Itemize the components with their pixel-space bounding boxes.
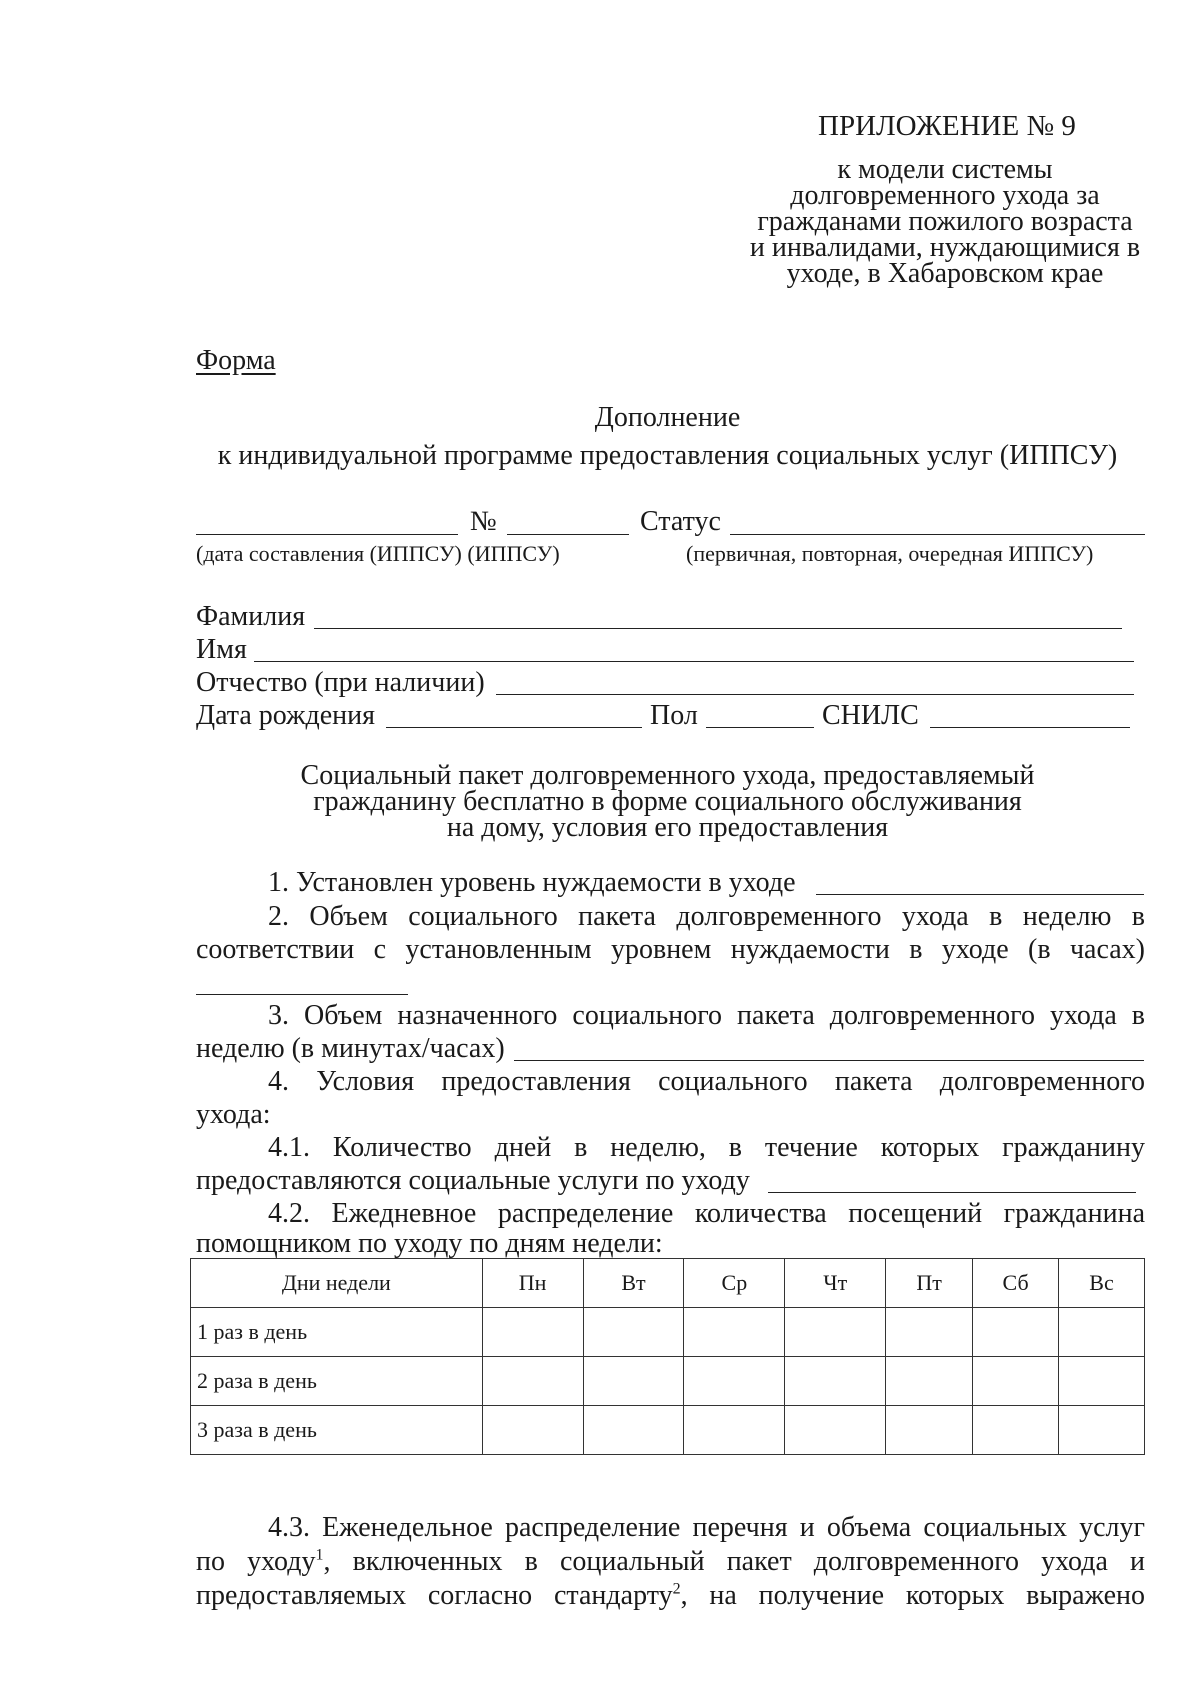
birth-date-label: Дата рождения [196, 700, 375, 731]
number-field[interactable] [507, 510, 629, 535]
item-4-2-line-1: 4.2. Ежедневное распределение количества посещений гражданина [268, 1198, 1145, 1229]
table-header-cell: Вс [1059, 1259, 1145, 1308]
appendix-line-5: уходе, в Хабаровском крае [786, 258, 1104, 289]
item-4-3-text: предоставляемых согласно стандарту [196, 1580, 673, 1611]
table-header-cell: Пн [482, 1259, 583, 1308]
surname-field[interactable] [314, 604, 1122, 629]
doc-title-line-1: Дополнение [594, 402, 741, 433]
appendix-line-4: и инвалидами, нуждающимися в [749, 232, 1141, 263]
sex-field[interactable] [706, 703, 814, 728]
table-cell[interactable] [482, 1406, 583, 1455]
appendix-line-1: к модели системы [837, 154, 1053, 185]
doc-title-line-2: к индивидуальной программе предоставления социальных услуг (ИППСУ) [217, 440, 1118, 471]
birth-date-field[interactable] [386, 703, 642, 728]
number-label: № [470, 506, 497, 537]
table-cell[interactable] [886, 1308, 973, 1357]
appendix-title: ПРИЛОЖЕНИЕ № 9 [818, 110, 1076, 142]
table-cell[interactable] [684, 1308, 785, 1357]
table-cell[interactable] [482, 1357, 583, 1406]
item-4-3-line-3 [196, 1580, 1145, 1612]
table-cell[interactable] [785, 1406, 886, 1455]
item-2-line-1: 2. Объем социального пакета долговременного ухода в неделю в [268, 901, 1145, 932]
item-3-line-2: неделю (в минутах/часах) [196, 1033, 505, 1064]
table-row-label: 1 раз в день [191, 1308, 483, 1357]
name-field[interactable] [254, 637, 1134, 662]
table-header-cell: Сб [973, 1259, 1059, 1308]
table-cell[interactable] [886, 1406, 973, 1455]
table-cell[interactable] [973, 1406, 1059, 1455]
item-3-line-1: 3. Объем назначенного социального пакета долговременного ухода в [268, 1000, 1145, 1031]
footnote-ref-2[interactable]: 2 [672, 1580, 681, 1598]
table-cell[interactable] [684, 1357, 785, 1406]
status-label: Статус [640, 506, 721, 537]
weekly-package-hours-field[interactable] [196, 970, 408, 995]
table-header-cell: Пт [886, 1259, 973, 1308]
patronymic-field[interactable] [496, 670, 1134, 695]
snils-field[interactable] [930, 703, 1130, 728]
item-4-3-line-1: 4.3. Еженедельное распределение перечня и объема социальных услуг [268, 1512, 1145, 1543]
care-need-level-field[interactable] [816, 870, 1144, 895]
section-title-line-1: Социальный пакет долговременного ухода, предоставляемый [300, 760, 1035, 791]
item-4-1-line-1: 4.1. Количество дней в неделю, в течение которых гражданину [268, 1132, 1145, 1163]
table-cell[interactable] [482, 1308, 583, 1357]
table-cell[interactable] [886, 1357, 973, 1406]
status-field[interactable] [730, 510, 1145, 535]
item-4-line-1: 4. Условия предоставления социального пакета долговременного [268, 1066, 1145, 1097]
item-4-3-line-2 [196, 1546, 1145, 1578]
hint-date-number: (дата составления (ИППСУ) (ИППСУ) [196, 541, 560, 566]
table-cell[interactable] [583, 1357, 684, 1406]
date-field[interactable] [196, 510, 458, 535]
sex-label: Пол [650, 700, 698, 731]
weekly-visits-table [190, 1258, 1145, 1455]
table-row-label: 3 раза в день [191, 1406, 483, 1455]
item-4-2-line-2: помощником по уходу по дням недели: [196, 1228, 663, 1259]
hint-status: (первичная, повторная, очередная ИППСУ) [686, 541, 1094, 566]
surname-label: Фамилия [196, 601, 306, 632]
appendix-line-3: гражданами пожилого возраста [757, 206, 1133, 237]
table-row-label: 2 раза в день [191, 1357, 483, 1406]
table-cell[interactable] [1059, 1308, 1145, 1357]
table-header-cell: Ср [684, 1259, 785, 1308]
form-label: Форма [196, 345, 276, 376]
assigned-package-volume-field[interactable] [514, 1036, 1144, 1061]
item-2-line-2: соответствии с установленным уровнем нуждаемости в уходе (в часах) [196, 934, 1145, 965]
table-row [191, 1308, 1145, 1357]
table-cell[interactable] [583, 1308, 684, 1357]
table-cell[interactable] [583, 1406, 684, 1455]
item-4-3-text: , на получение которых выражено [680, 1580, 1146, 1611]
table-header-row [191, 1259, 1145, 1308]
patronymic-label: Отчество (при наличии) [196, 667, 485, 698]
table-cell[interactable] [785, 1357, 886, 1406]
item-4-1-line-2: предоставляются социальные услуги по уходу [196, 1165, 750, 1196]
section-title-line-3: на дому, условия его предоставления [446, 812, 889, 843]
table-row [191, 1406, 1145, 1455]
appendix-line-2: долговременного ухода за [790, 180, 1100, 211]
days-per-week-field[interactable] [768, 1168, 1136, 1193]
snils-label: СНИЛС [822, 700, 919, 731]
name-label: Имя [196, 634, 247, 665]
table-row [191, 1357, 1145, 1406]
table-cell[interactable] [973, 1308, 1059, 1357]
table-cell[interactable] [973, 1357, 1059, 1406]
footnote-ref-1[interactable]: 1 [315, 1546, 324, 1564]
item-4-line-2: ухода: [196, 1099, 271, 1130]
table-cell[interactable] [684, 1406, 785, 1455]
table-header-cell: Дни недели [191, 1259, 483, 1308]
item-1: 1. Установлен уровень нуждаемости в уходе [268, 867, 796, 898]
item-4-3-text: по уходу [196, 1546, 316, 1577]
section-title-line-2: гражданину бесплатно в форме социального обслуживания [313, 786, 1022, 817]
table-cell[interactable] [1059, 1357, 1145, 1406]
table-header-cell: Чт [785, 1259, 886, 1308]
item-4-3-text: , включенных в социальный пакет долговременного ухода и [323, 1546, 1145, 1577]
table-header-cell: Вт [583, 1259, 684, 1308]
table-cell[interactable] [1059, 1406, 1145, 1455]
table-cell[interactable] [785, 1308, 886, 1357]
